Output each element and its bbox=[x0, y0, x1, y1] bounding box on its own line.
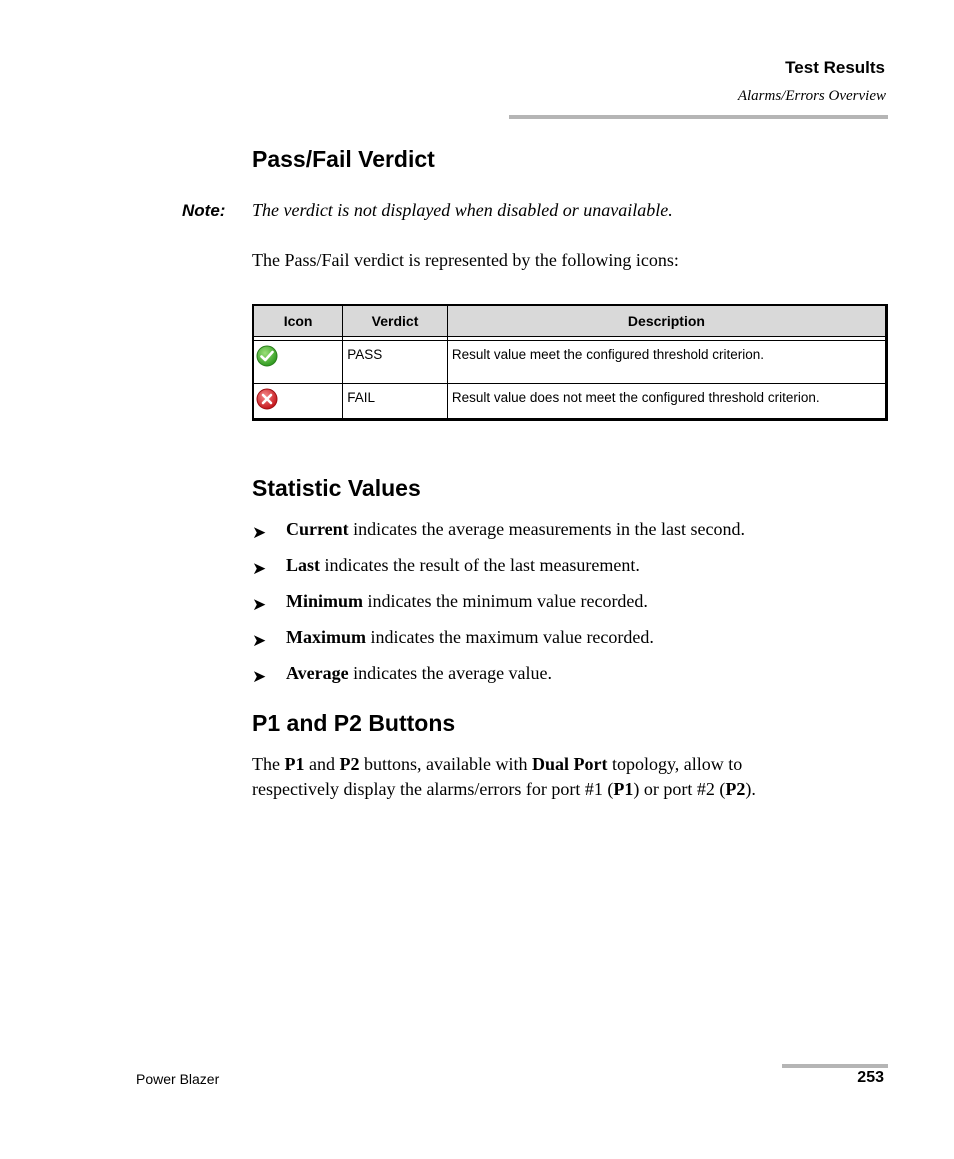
column-header-description: Description bbox=[447, 305, 886, 337]
verdict-cell: PASS bbox=[343, 341, 448, 384]
list-item-term: Maximum bbox=[286, 627, 366, 647]
footer-rule bbox=[782, 1064, 888, 1068]
arrow-bullet-icon: ➤ bbox=[252, 595, 267, 614]
text-run: and bbox=[304, 754, 340, 774]
text-run: topology, allow to bbox=[607, 754, 743, 774]
verdict-table bbox=[252, 304, 888, 421]
footer-product-name: Power Blazer bbox=[136, 1071, 220, 1087]
page-number: 253 bbox=[857, 1069, 884, 1086]
paragraph-line-2 bbox=[252, 777, 892, 802]
icon-cell bbox=[253, 384, 343, 420]
list-item-text: indicates the average value. bbox=[348, 663, 553, 683]
text-run-bold: P2 bbox=[339, 754, 360, 774]
text-run: The bbox=[252, 754, 285, 774]
list-item-term: Last bbox=[286, 555, 321, 575]
note-text: The verdict is not displayed when disabled or unavailable. bbox=[252, 200, 673, 220]
arrow-bullet-icon: ➤ bbox=[252, 667, 267, 686]
verdict-intro-paragraph: The Pass/Fail verdict is represented by the following icons: bbox=[252, 250, 679, 270]
description-cell: Result value meet the configured threshold criterion. bbox=[447, 341, 886, 384]
verdict-table-header-row bbox=[253, 305, 887, 337]
text-run: ). bbox=[745, 779, 756, 799]
section-heading-p1-p2-buttons: P1 and P2 Buttons bbox=[252, 710, 456, 736]
description-cell: Result value does not meet the configured threshold criterion. bbox=[447, 384, 886, 420]
list-item-text: indicates the maximum value recorded. bbox=[366, 627, 654, 647]
running-header-subtitle: Alarms/Errors Overview bbox=[737, 88, 886, 104]
section-heading-statistic-values: Statistic Values bbox=[252, 475, 421, 501]
green-check-circle-icon bbox=[256, 345, 278, 367]
list-item-text: indicates the result of the last measurement. bbox=[320, 555, 640, 575]
note-label: Note: bbox=[182, 201, 226, 220]
header-rule bbox=[509, 115, 888, 119]
list-item bbox=[252, 517, 745, 553]
column-header-icon: Icon bbox=[253, 305, 343, 337]
list-item-term: Average bbox=[286, 663, 349, 683]
text-run: buttons, available with bbox=[359, 754, 532, 774]
running-header-title: Test Results bbox=[785, 58, 885, 77]
list-item bbox=[252, 553, 745, 589]
arrow-bullet-icon: ➤ bbox=[252, 523, 267, 542]
paragraph-line-1 bbox=[252, 752, 892, 777]
list-item bbox=[252, 589, 745, 625]
text-run-bold: P1 bbox=[284, 754, 305, 774]
arrow-bullet-icon: ➤ bbox=[252, 559, 267, 578]
list-item-text: indicates the average measurements in the last second. bbox=[348, 519, 746, 539]
verdict-cell: FAIL bbox=[343, 384, 448, 420]
text-run-bold: P2 bbox=[725, 779, 746, 799]
statistic-values-list bbox=[252, 517, 745, 697]
text-run: ) or port #2 ( bbox=[633, 779, 726, 799]
text-run: respectively display the alarms/errors for port #1 ( bbox=[252, 779, 614, 799]
arrow-bullet-icon: ➤ bbox=[252, 631, 267, 650]
red-x-circle-icon bbox=[256, 388, 278, 410]
icon-cell bbox=[253, 341, 343, 384]
text-run-bold: P1 bbox=[613, 779, 634, 799]
list-item bbox=[252, 661, 745, 697]
table-row bbox=[253, 341, 887, 384]
table-row bbox=[253, 384, 887, 420]
text-run-bold: Dual Port bbox=[531, 754, 608, 774]
list-item-term: Current bbox=[286, 519, 349, 539]
column-header-verdict: Verdict bbox=[343, 305, 448, 337]
list-item-term: Minimum bbox=[286, 591, 364, 611]
section-heading-pass-fail-verdict: Pass/Fail Verdict bbox=[252, 146, 435, 172]
p1-p2-paragraph bbox=[252, 752, 892, 802]
list-item bbox=[252, 625, 745, 661]
list-item-text: indicates the minimum value recorded. bbox=[363, 591, 648, 611]
